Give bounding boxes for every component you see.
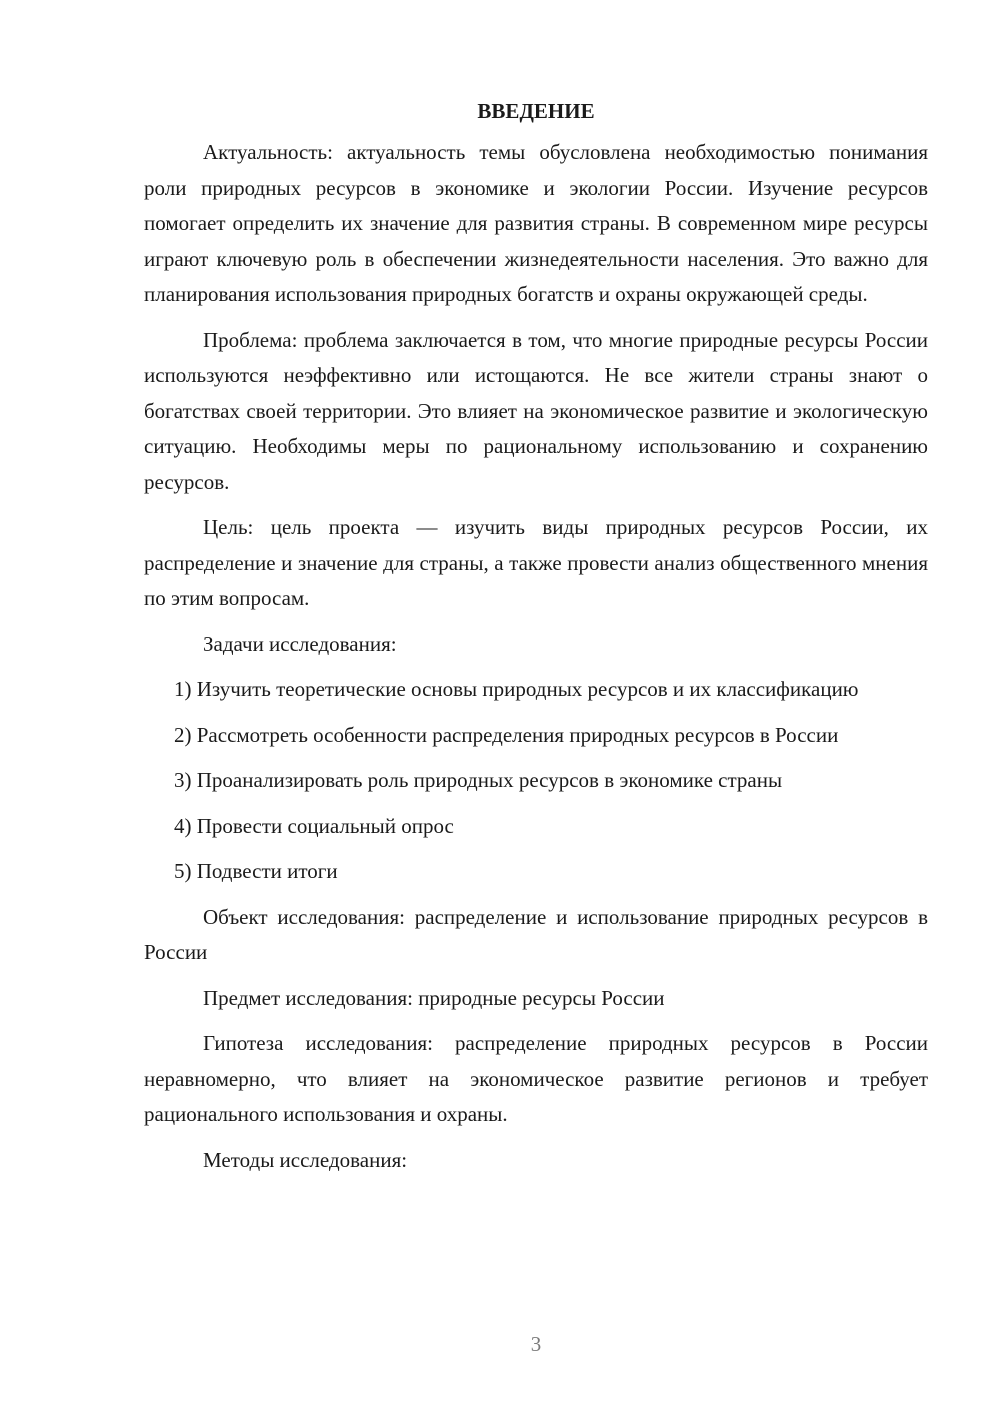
relevance-paragraph: Актуальность: актуальность темы обусловлена необходимостью понимания роли природных ресурсов в экономике и экологии России. Изучение ресурсов помогает определить их значение для развития страны. В современном мире ресурсы играют ключевую роль в обеспечении жизнедеятельности населения. Это важно для планирования использования природных богатств и охраны окружающей среды. xyxy=(144,140,928,306)
task-item-3: 3) Проанализировать роль природных ресурсов в экономике страны xyxy=(174,768,783,792)
hypothesis-paragraph: Гипотеза исследования: распределение природных ресурсов в России неравномерно, что влияет на экономическое развитие регионов и требует рационального использования и охраны. xyxy=(144,1031,928,1126)
tasks-heading: Задачи исследования: xyxy=(203,631,397,656)
methods-paragraph: Методы исследования: xyxy=(203,1147,408,1172)
problem-paragraph: Проблема: проблема заключается в том, что многие природные ресурсы России используются неэффективно или истощаются. Не все жители страны знают о богатствах своей территории. Это влияет на экономическое развитие и экологическую ситуацию. Необходимы меры по рациональному использованию и сохранению ресурсов. xyxy=(144,327,928,494)
goal-paragraph: Цель: цель проекта — изучить виды природных ресурсов России, их распределение и значение для страны, а также провести анализ общественного мнения по этим вопросам. xyxy=(144,515,928,610)
page-number: 3 xyxy=(530,1332,542,1356)
task-item-2: 2) Рассмотреть особенности распределения природных ресурсов в России xyxy=(174,722,839,747)
object-paragraph: Объект исследования: распределение и использование природных ресурсов в России xyxy=(144,904,928,964)
task-item-1: 1) Изучить теоретические основы природных ресурсов и их классификацию xyxy=(174,677,859,701)
document-page xyxy=(144,94,928,1188)
task-item-4: 4) Провести социальный опрос xyxy=(174,813,454,838)
page-title: ВВЕДЕНИЕ xyxy=(477,99,595,123)
task-item-5: 5) Подвести итоги xyxy=(174,859,338,883)
subject-paragraph: Предмет исследования: природные ресурсы России xyxy=(203,985,665,1010)
